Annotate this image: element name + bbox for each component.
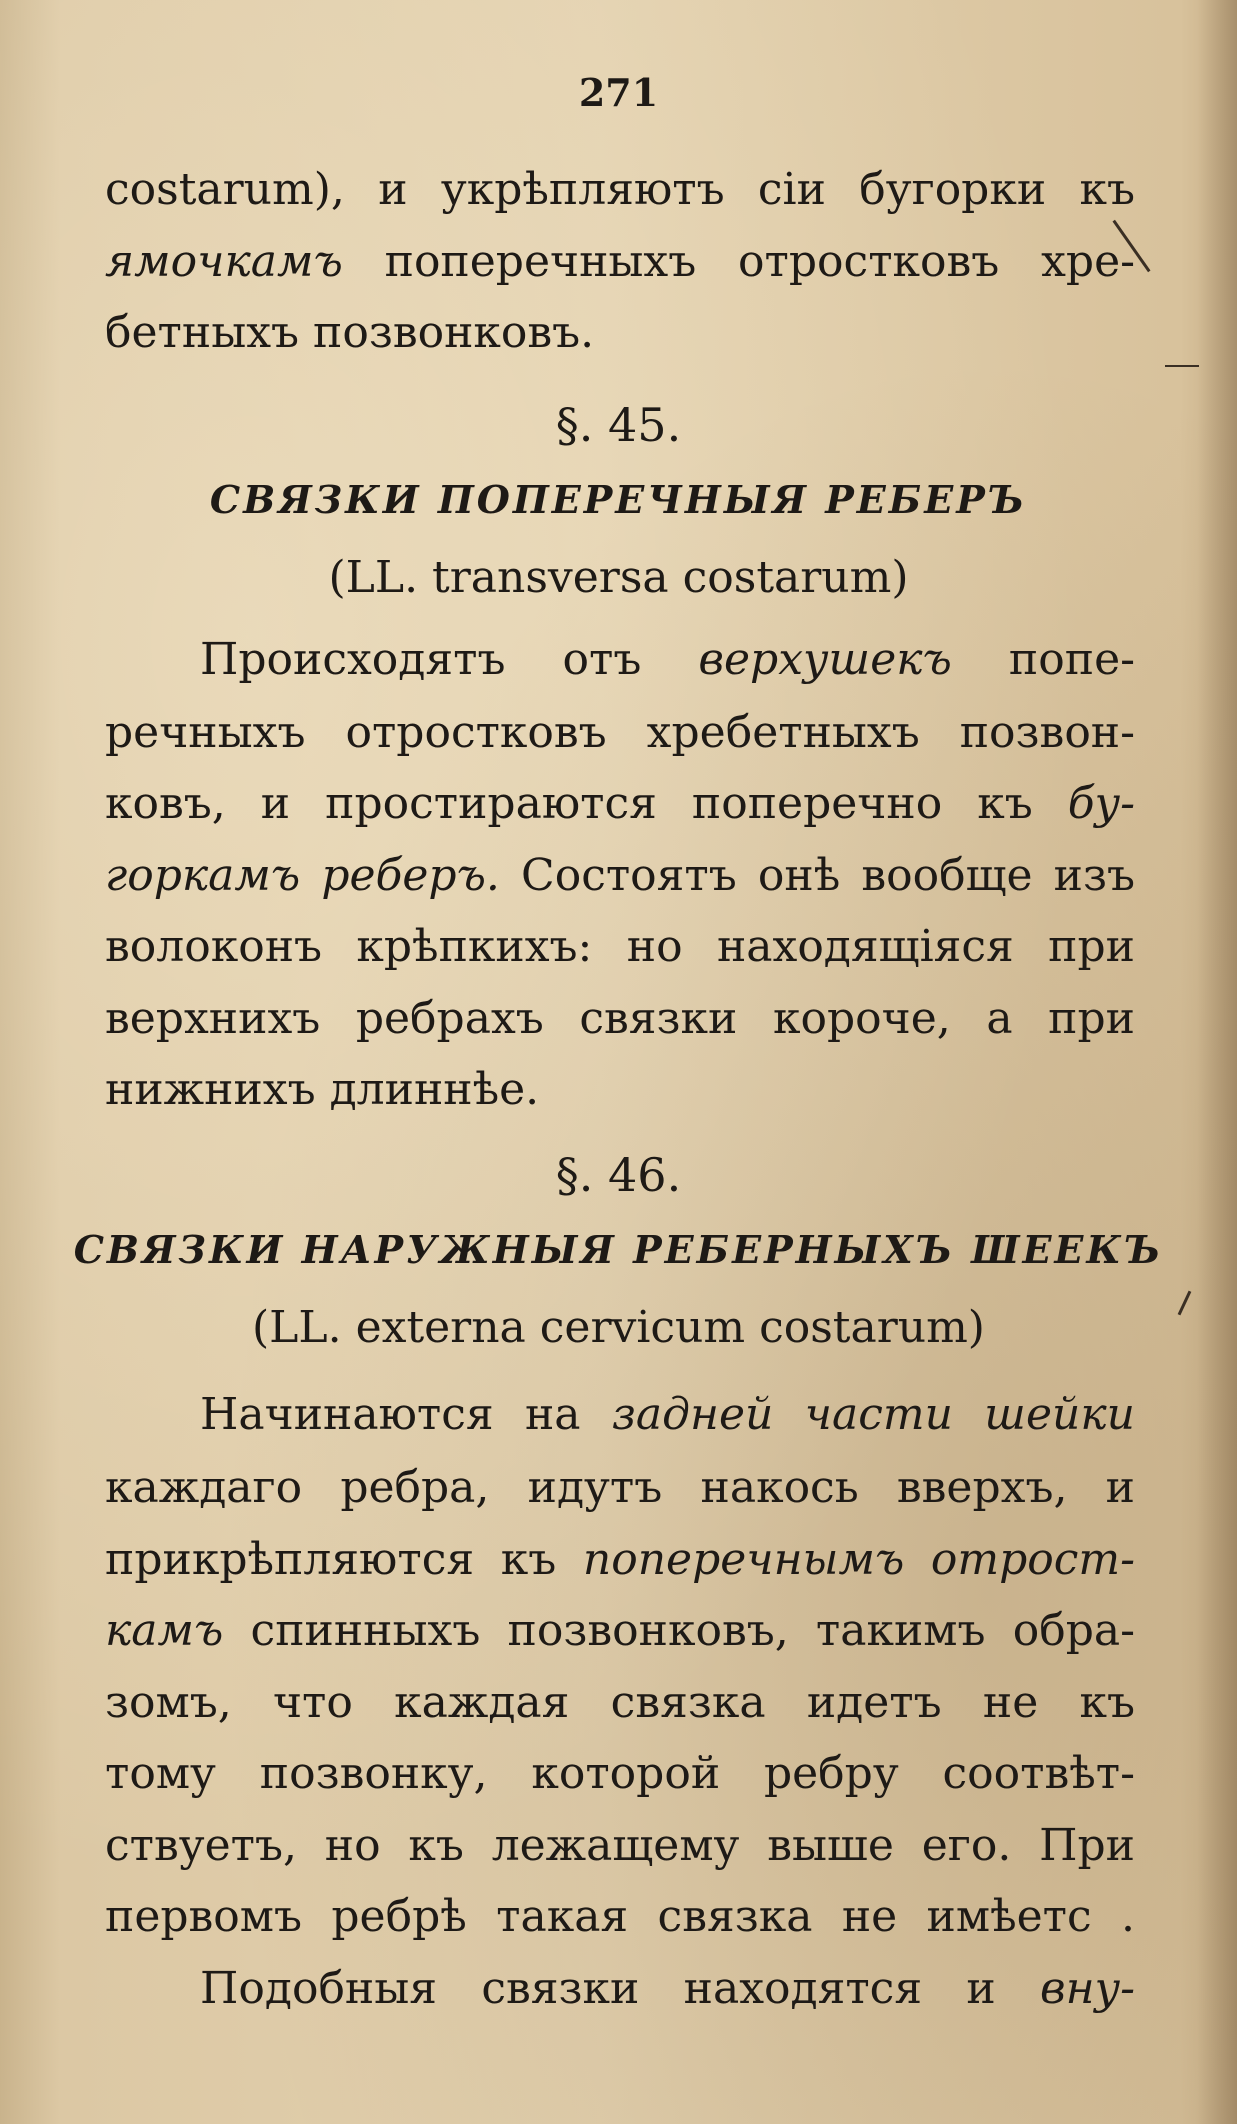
italic-term: задней части шейки [611, 1389, 1135, 1440]
text-run: Начинаются на [200, 1389, 612, 1440]
text-line [105, 851, 1135, 901]
italic-term: верхушекъ [698, 634, 952, 685]
text-run: Состоятъ онѣ вообще изъ [499, 850, 1135, 901]
text-run: прикрѣпляются къ [105, 1534, 583, 1585]
text-run: поперечныхъ отростковъ хре- [342, 236, 1135, 287]
page-number: 271 [578, 70, 659, 115]
text-line: бетныхъ позвонковъ. [105, 307, 595, 358]
text-line [105, 1535, 1135, 1585]
italic-term: бу- [1067, 778, 1135, 829]
text-line [105, 237, 1135, 287]
text-line: волоконъ крѣпкихъ: но находящіяся при [105, 921, 1135, 972]
italic-term: камъ [105, 1605, 224, 1656]
text-run: Происходятъ отъ [200, 634, 699, 685]
italic-term: ямочкамъ [105, 236, 343, 287]
text-line [200, 1964, 1135, 2014]
text-line: costarum), и укрѣпляютъ сіи бугорки къ [105, 164, 1135, 215]
text-line [105, 1606, 1135, 1656]
text-line: тому позвонку, которой ребру соотвѣт- [105, 1748, 1135, 1799]
italic-term: вну- [1040, 1963, 1135, 2014]
text-line: верхнихъ ребрахъ связки короче, а при [105, 993, 1135, 1044]
italic-term: поперечнымъ отрост- [582, 1534, 1135, 1585]
section-title: СВЯЗКИ ПОПЕРЕЧНЫЯ РЕБЕРЪ [209, 477, 1028, 522]
text-line: каждаго ребра, идутъ накось вверхъ, и [105, 1462, 1135, 1513]
text-line: нижнихъ длиннѣе. [105, 1064, 540, 1115]
section-number: §. 46. [555, 1148, 682, 1202]
text-run: Подобныя связки находятся и [200, 1963, 1041, 2014]
text-line [200, 1390, 1135, 1440]
section-number: §. 45. [555, 398, 682, 452]
stray-mark [1165, 365, 1199, 367]
latin-name: (LL. externa cervicum costarum) [252, 1302, 985, 1353]
section-title: СВЯЗКИ НАРУЖНЫЯ РЕБЕРНЫХЪ ШЕЕКЪ [73, 1227, 1164, 1272]
text-line: ствуетъ, но къ лежащему выше его. При [105, 1820, 1135, 1871]
page-edge-shadow [1197, 0, 1237, 2124]
italic-term: горкамъ реберъ. [105, 850, 500, 901]
text-line: речныхъ отростковъ хребетныхъ позвон- [105, 707, 1135, 758]
text-run: попе- [951, 634, 1135, 685]
text-line: зомъ, что каждая связка идетъ не къ [105, 1677, 1135, 1728]
text-line [105, 779, 1135, 829]
latin-name: (LL. transversa costarum) [328, 552, 909, 603]
text-line [200, 635, 1135, 685]
text-line: первомъ ребрѣ такая связка не имѣетс . [105, 1891, 1135, 1942]
text-run: ковъ, и простираются поперечно къ [105, 778, 1068, 829]
text-run: спинныхъ позвонковъ, такимъ обра- [223, 1605, 1135, 1656]
